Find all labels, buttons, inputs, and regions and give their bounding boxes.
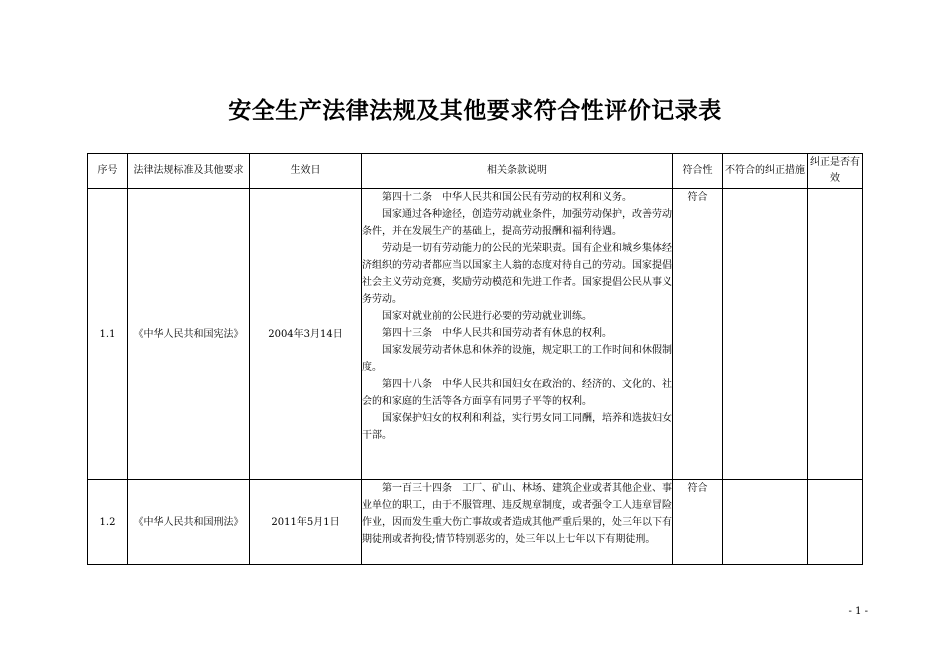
row-correction [723, 189, 808, 480]
table-row [88, 480, 863, 565]
header-correction: 不符合的纠正措施 [723, 154, 808, 189]
row-clause [362, 480, 673, 565]
row-correction [723, 480, 808, 565]
clause-paragraph: 国家对就业前的公民进行必要的劳动就业训练。 [382, 311, 592, 322]
page-title: 安全生产法律法规及其他要求符合性评价记录表 [228, 98, 722, 124]
clause-paragraph: 国家发展劳动者休息和休养的设施，规定职工的工作时间和休假制度。 [362, 345, 672, 373]
compliance-record-table [87, 153, 863, 565]
clause-paragraph: 国家保护妇女的权利和利益，实行男女同工同酬，培养和选拔妇女干部。 [362, 413, 672, 441]
header-law: 法律法规标准及其他要求 [128, 154, 250, 189]
page-number: - 1 - [848, 606, 868, 617]
row-clause [362, 189, 673, 480]
row-seq: 1.2 [88, 480, 128, 565]
header-date: 生效日 [250, 154, 362, 189]
row-date: 2011年5月1日 [250, 480, 362, 565]
row-conform: 符合 [673, 480, 723, 565]
header-clause: 相关条款说明 [362, 154, 673, 189]
row-date: 2004年3月14日 [250, 189, 362, 480]
row-effective [808, 189, 863, 480]
clause-paragraph: 第四十八条 中华人民共和国妇女在政治的、经济的、文化的、社会的和家庭的生活等各方面享有同男子平等的权利。 [362, 379, 672, 407]
row-law: 《中华人民共和国刑法》 [128, 480, 250, 565]
table-row [88, 189, 863, 480]
header-seq: 序号 [88, 154, 128, 189]
row-law: 《中华人民共和国宪法》 [128, 189, 250, 480]
clause-paragraph: 第四十二条 中华人民共和国公民有劳动的权利和义务。 [382, 192, 632, 203]
header-conform: 符合性 [673, 154, 723, 189]
clause-paragraph: 第一百三十四条 工厂、矿山、林场、建筑企业或者其他企业、事业单位的职工，由于不服管理、违反规章制度，或者强令工人违章冒险作业，因而发生重大伤亡事故或者造成其他严重后果的，处三年以下有期徒刑或者拘役;情节特别恶劣的，处三年以上七年以下有期徒刑。 [362, 483, 672, 545]
table-header-row [88, 154, 863, 189]
row-seq: 1.1 [88, 189, 128, 480]
header-effective: 纠正是否有效 [808, 154, 863, 189]
clause-paragraph: 国家通过各种途径，创造劳动就业条件，加强劳动保护，改善劳动条件，并在发展生产的基础上，提高劳动报酬和福利待遇。 [362, 209, 672, 237]
row-effective [808, 480, 863, 565]
clause-paragraph: 劳动是一切有劳动能力的公民的光荣职责。国有企业和城乡集体经济组织的劳动者都应当以国家主人翁的态度对待自己的劳动。国家提倡社会主义劳动竞赛，奖励劳动模范和先进工作者。国家提倡公民从事义务劳动。 [362, 243, 672, 305]
row-conform: 符合 [673, 189, 723, 480]
clause-paragraph: 第四十三条 中华人民共和国劳动者有休息的权利。 [382, 328, 612, 339]
